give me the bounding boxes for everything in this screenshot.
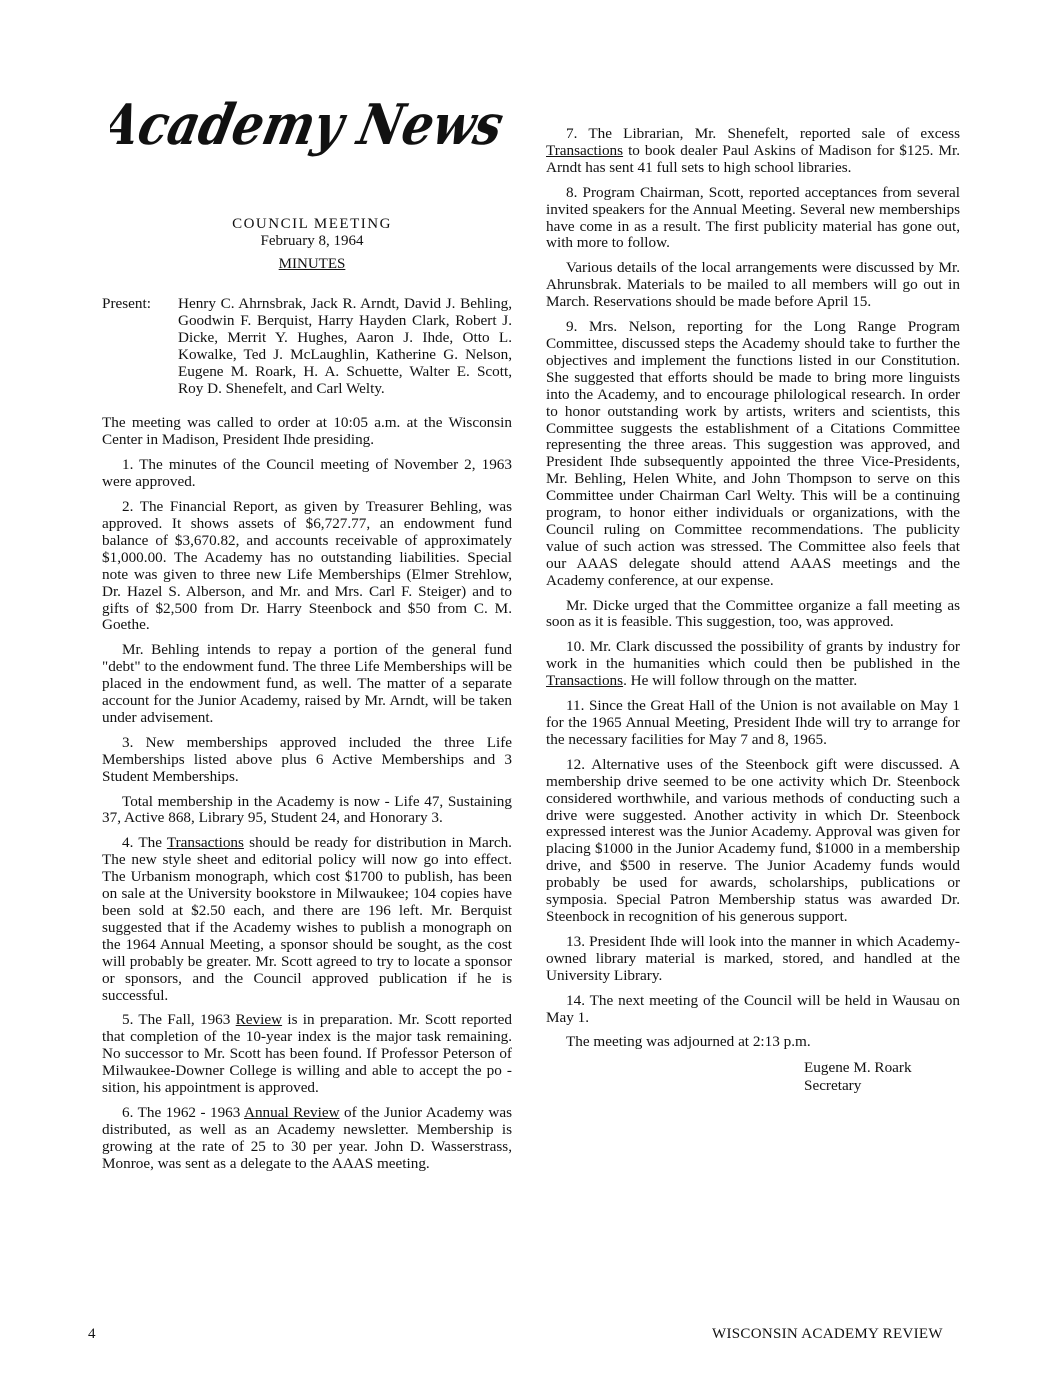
minutes-item-2: 2. The Financial Report, as given by Treasurer Behling, was approved. It shows assets of $6,727.77, an endowment fund balance of $3,670.82, and accounts receivable of approximately $1,000.00. The Academy has no outstanding liabilities. Special note was given to three new Life Memberships (Elmer Strehlow, Dr. Hazel S. Alberson, and Mr. and Mrs. Carl F. Steiger) and to gifts of $2,500 from Dr. Harry Steenbock and $50 from C. M. Goethe.: [102, 498, 512, 634]
minutes-item-14: 14. The next meeting of the Council will be held in Wausau on May 1.: [546, 991, 960, 1026]
journal-name: WISCONSIN ACADEMY REVIEW: [712, 1326, 943, 1342]
masthead-script-title: [110, 88, 510, 168]
transactions-title: Transactions: [546, 141, 624, 159]
annual-review-title: Annual Review: [243, 1103, 340, 1121]
minutes-item-11: 11. Since the Great Hall of the Union is not available on May 1 for the 1965 Annual Meeting, President Ihde will try to arrange for the necessary facilities for May 7 and 8, 1965.: [546, 697, 960, 748]
text-run: 5. The Fall, 1963: [122, 1011, 236, 1029]
minutes-item-9-continued: Mr. Dicke urged that the Committee organize a fall meeting as soon as it is feasible. This suggestion, too, was approved.: [546, 596, 960, 631]
minutes-item-4: [102, 835, 512, 1004]
text-run: 6. The 1962 - 1963: [122, 1103, 244, 1121]
transactions-title: Transactions: [546, 672, 624, 690]
meeting-heading: [102, 216, 522, 273]
minutes-item-8: 8. Program Chairman, Scott, reported acceptances from several invited speakers for the Annual Meeting. Several new memberships have come in as a result. The first publicity material has gone out, with more to follow.: [546, 183, 960, 252]
minutes-item-2-continued: Mr. Behling intends to repay a portion of the general fund "debt" to the endowment fund. The three Life Memberships will be placed in the endowment fund, as well. The matter of a separate account for the Junior Academy, raised by Mr. Arndt, will be taken under advisement.: [102, 641, 512, 726]
council-meeting-title: COUNCIL MEETING: [232, 216, 392, 232]
minutes-item-12: 12. Alternative uses of the Steenbock gift were discussed. A membership drive seemed to be one activity which Dr. Steenbock considered worthwhile, and various methods of conducting such a drive were suggested. Another activity in which Dr. Steenbock expressed interest was the Junior Academy. Approval was given for placing $1000 in the Junior Academy fund, $1000 in a membership drive, and $500 in reserve. The Junior Academy funds would probably be used for awards, scholarships, publications or symposia. Special Patron Membership status was awarded Dr. Steenbock in recognition of his generous support.: [546, 755, 960, 925]
council-meeting-date: February 8, 1964: [260, 233, 364, 249]
transactions-title: Transactions: [166, 834, 244, 852]
right-column: [546, 126, 960, 1095]
masthead-logo: [110, 88, 510, 168]
text-run: 7. The Librarian, Mr. Shenefelt, reported sale of excess: [566, 125, 960, 142]
text-run: 10. Mr. Clark discussed the possibility of grants by industry for work in the humanities which could then be published in the: [546, 638, 960, 673]
text-run: is in preparation. Mr. Scott reported that completion of the 10-year index is the major task remaining. No successor to Mr. Scott has been found. If Professor Peterson of Milwaukee-Downer College is willing and able to accept the po - sition, his appointment is approved.: [102, 1011, 513, 1097]
minutes-item-9: 9. Mrs. Nelson, reporting for the Long Range Program Committee, discussed steps the Academy should take to further the objectives and implement the functions listed in our Constitution. She suggested that efforts should be made to bring more linguists into the Academy, and to encourage philological research. In order to honor outstanding work by artists, writers and scientists, this Committee suggests the establishment of a Citations Committee representing the three areas. This suggestion was approved, and President Ihde subsequently appointed the three Vice-Presidents, Mr. Behling, Helen White, and John Thompson to serve on this Committee under Chairman Carl Welty. This will be a continuing program, to honor either individuals or organizations, with the Council ruling on Committee recommendations. The publicity value of such action was stressed. The Committee also feels that our AAAS delegate should attend AAAS meetings and the Academy conference, at our expense.: [546, 318, 960, 589]
minutes-item-1: 1. The minutes of the Council meeting of November 2, 1963 were approved.: [102, 456, 512, 491]
signature-title: Secretary: [804, 1077, 862, 1095]
minutes-item-3: 3. New memberships approved included the three Life Memberships listed above plus 6 Active Memberships and 3 Student Memberships.: [102, 733, 512, 785]
minutes-item-3-continued: Total membership in the Academy is now - Life 47, Sustaining 37, Active 868, Library 95, Student 24, and Honorary 3.: [102, 792, 512, 827]
minutes-item-5: [102, 1012, 512, 1097]
minutes-item-13: 13. President Ihde will look into the manner in which Academy-owned library material is marked, stored, and handled at the University Library.: [546, 932, 960, 984]
masthead-title-text: Academy News: [110, 92, 510, 158]
page-number: 4: [88, 1326, 96, 1342]
left-column: [102, 216, 512, 1181]
minutes-heading: MINUTES: [278, 256, 346, 272]
review-title: Review: [235, 1011, 283, 1029]
opening-paragraph: The meeting was called to order at 10:05 a.m. at the Wisconsin Center in Madison, President Ihde presiding.: [102, 414, 512, 449]
signature-block: [804, 1059, 960, 1095]
text-run: . He will follow through on the matter.: [623, 672, 858, 690]
text-run: 4. The: [122, 834, 167, 852]
adjournment: The meeting was adjourned at 2:13 p.m.: [566, 1033, 811, 1051]
minutes-item-8-continued: Various details of the local arrangements were discussed by Mr. Ahrunsbrak. Materials to be mailed to all members will go out in March. Reservations should be made before April 15.: [546, 259, 960, 311]
present-names: Henry C. Ahrnsbrak, Jack R. Arndt, David J. Behling, Goodwin F. Berquist, Harry Hayden Clark, Robert J. Dicke, Merrit Y. Hughes, Aaron J. Ihde, Otto L. Kowalke, Ted J. McLaughlin, Katherine G. Nelson, Eugene M. Roark, H. A. Schuette, Walter E. Scott, Roy D. Shenefelt, and Carl Welty.: [178, 295, 512, 397]
minutes-item-7: [546, 126, 960, 177]
present-list: [102, 296, 512, 397]
signature-name: Eugene M. Roark: [804, 1059, 912, 1077]
minutes-item-10: [546, 639, 960, 690]
minutes-item-6: [102, 1105, 512, 1173]
text-run: of the Junior Academy was distributed, as well as an Academy newsletter. Membership is growing at the rate of 25 to 30 per year. John D. Wasserstrass, Monroe, was sent as a delegate to the AAAS meeting.: [102, 1103, 512, 1172]
text-run: to book dealer Paul Askins of Madison for $125. Mr. Arndt has sent 41 full sets to high school libraries.: [546, 141, 960, 176]
text-run: should be ready for distribution in March. The new style sheet and editorial policy will now go into effect. The Urbanism monograph, which cost $1700 to publish, has been on sale at the University bookstore in Milwaukee; 104 copies have been sold at $2.50 each, and there are 196 left. Mr. Berquist suggested that if the Academy wishes to publish a monograph on the 1964 Annual Meeting, a sponsor should be sought, as the cost will probably be greater. Mr. Scott agreed to try to locate a sponsor or sponsors, and the Council approved publication if he is successful.: [102, 834, 512, 1004]
present-label: Present:: [102, 295, 151, 312]
